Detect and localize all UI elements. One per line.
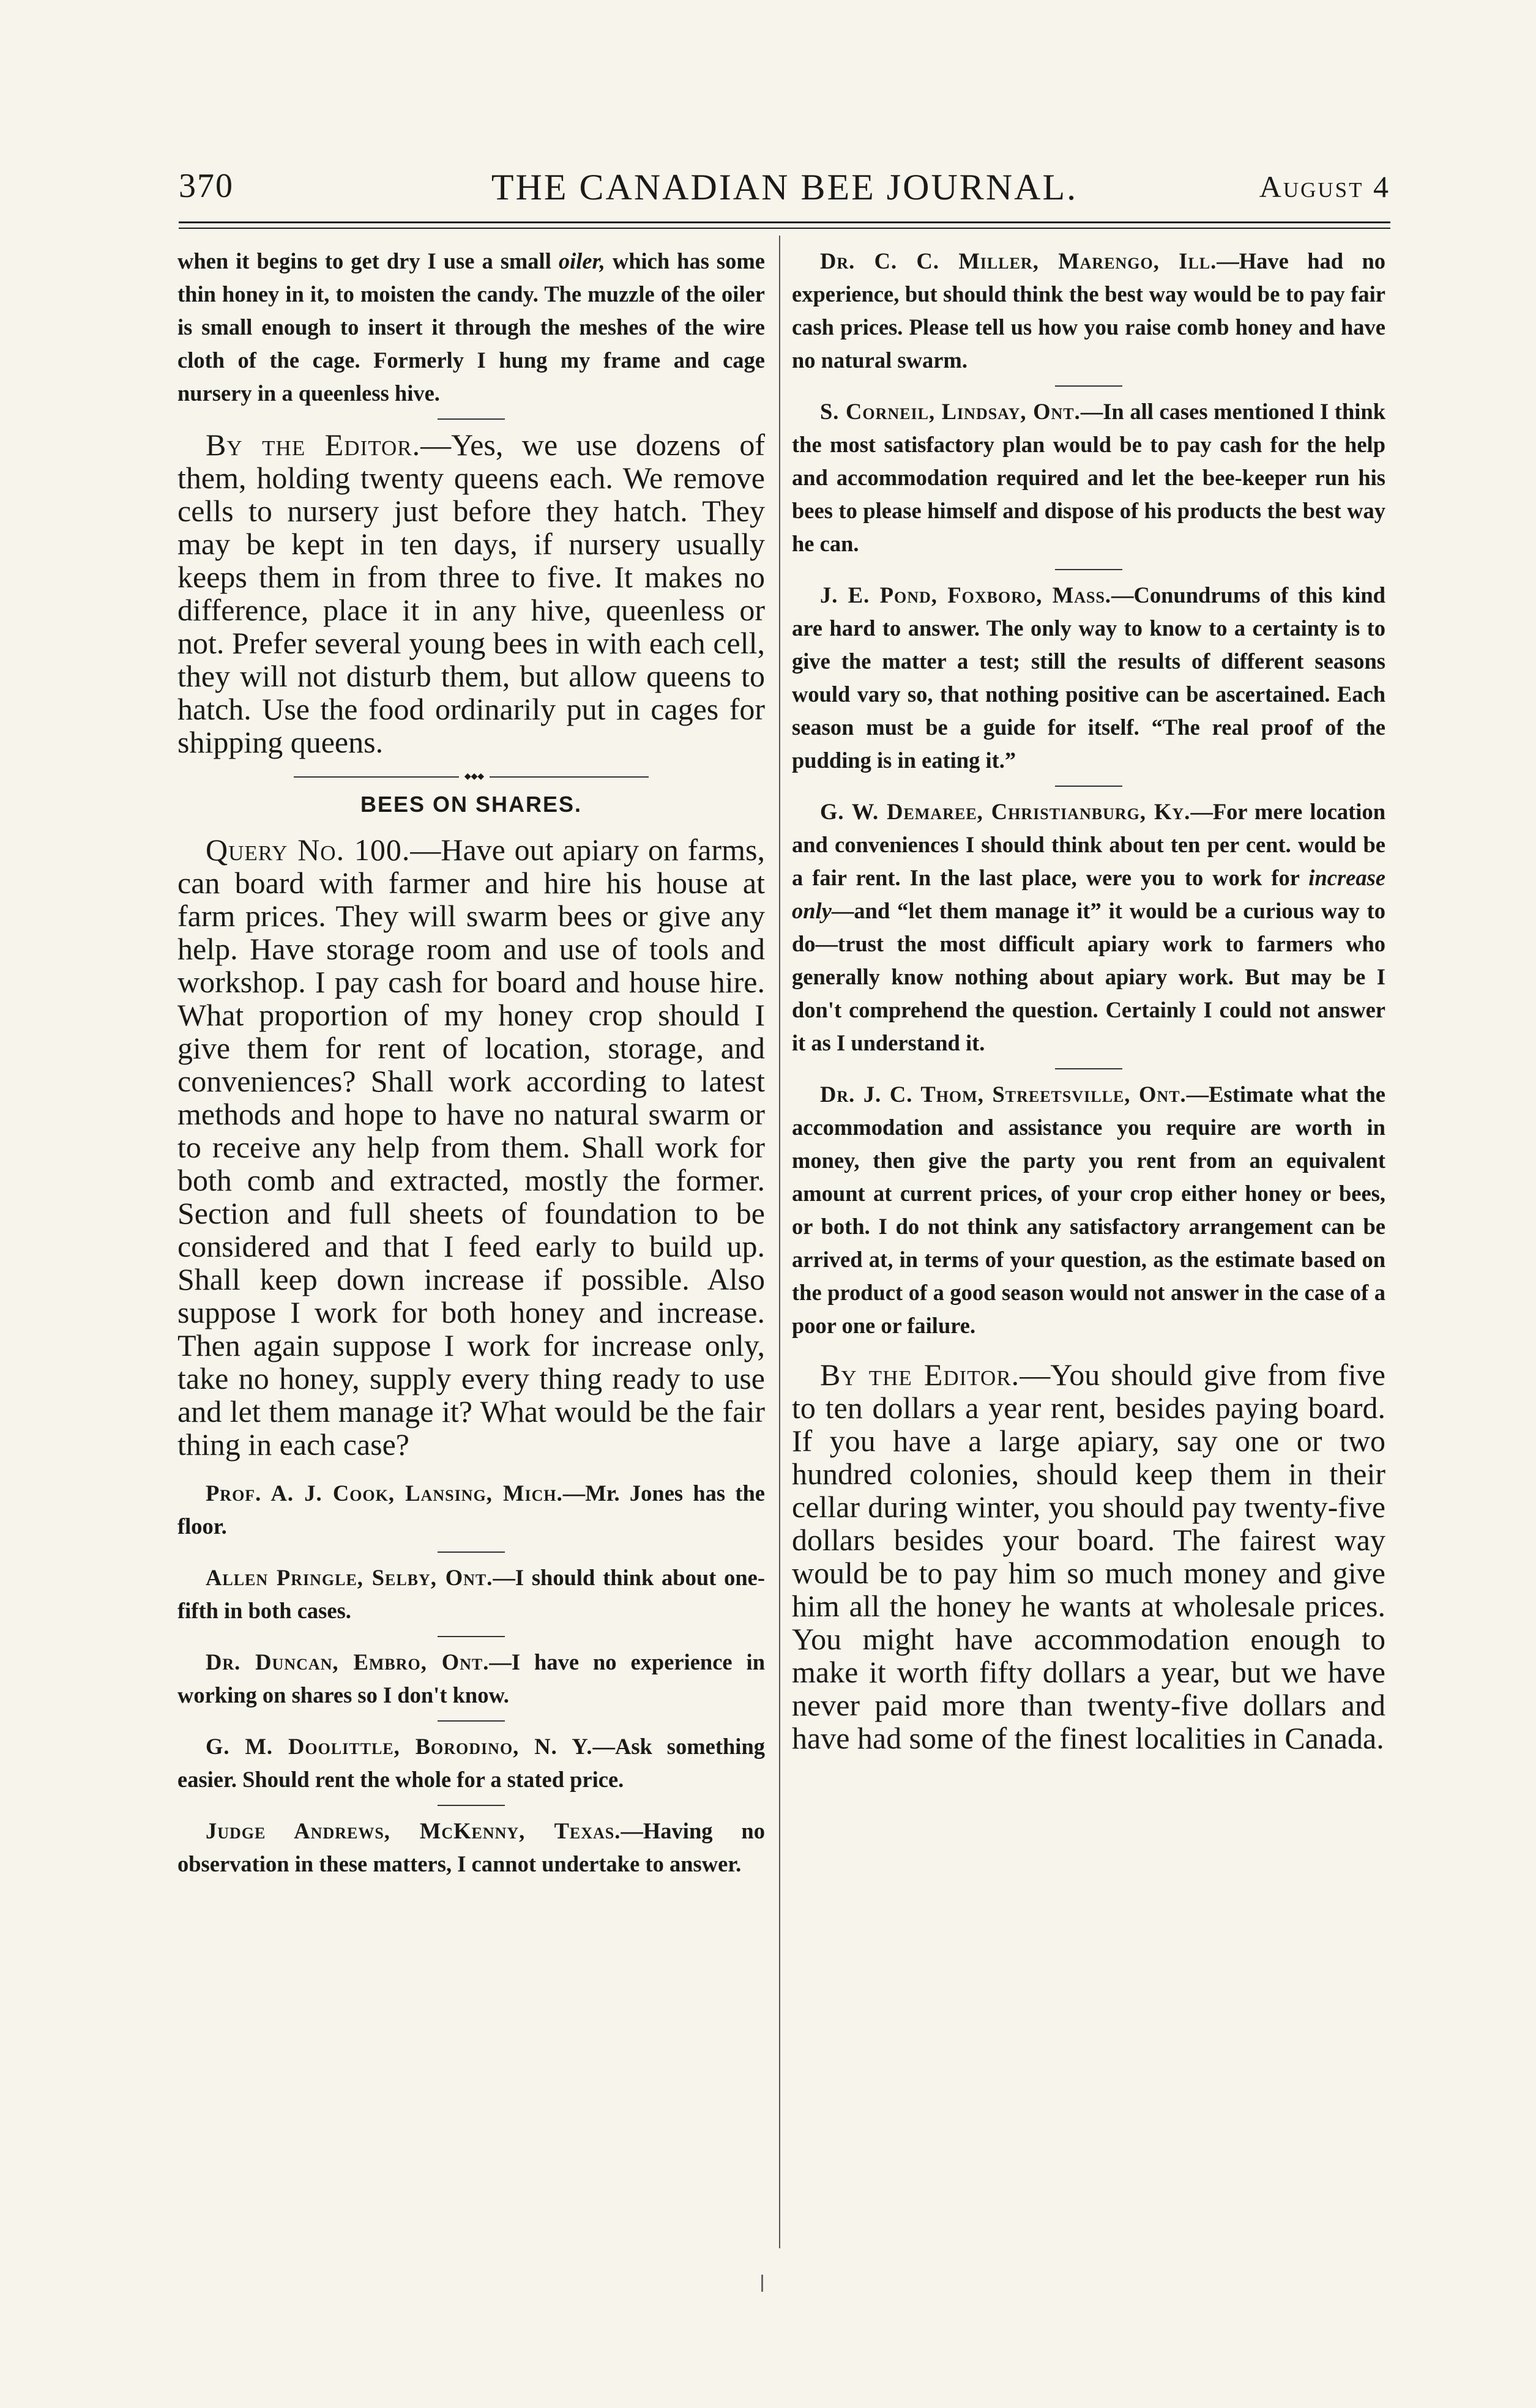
column-divider bbox=[779, 236, 780, 2248]
answer-duncan: Dr. Duncan, Embro, Ont.—I have no experience in working on shares so I don't know. bbox=[177, 1649, 765, 1708]
query-label: Query No. 100. bbox=[206, 833, 411, 867]
separator-dash bbox=[1055, 385, 1122, 387]
separator-dash bbox=[438, 1805, 505, 1806]
header-rule-thick bbox=[179, 221, 1390, 223]
answer-doolittle: G. M. Doolittle, Borodino, N. Y.—Ask something easier. Should rent the whole for a stated price. bbox=[177, 1734, 765, 1792]
answer-pond: J. E. Pond, Foxboro, Mass.—Conundrums of this kind are hard to answer. The only way to know to a certainty is to give the matter a test; still the results of different seasons would vary so, that nothing positive can be ascertained. Each season must be a guide for itself. “The real proof of the pudding is in eating it.” bbox=[792, 582, 1385, 773]
separator-dash bbox=[438, 1636, 505, 1637]
answer-pringle: Allen Pringle, Selby, Ont.—I should think about one-fifth in both cases. bbox=[177, 1565, 765, 1623]
answer-cook: Prof. A. J. Cook, Lansing, Mich.—Mr. Jones has the floor. bbox=[177, 1481, 765, 1539]
answer-demaree: G. W. Demaree, Christianburg, Ky.—For mere location and conveniences I should think about ten per cent. would be a fair rent. In the last place, were you to work for increase only—and “let them manage it” it would be a curious way to do—trust the most difficult apiary work to farmers who generally know nothing about apiary work. But may be I don't comprehend the question. Certainly I could not answer it as I understand it. bbox=[792, 799, 1386, 1055]
separator-dash bbox=[438, 1551, 505, 1553]
separator-dash bbox=[438, 1720, 505, 1722]
section-heading: BEES ON SHARES. bbox=[360, 792, 583, 817]
editor-reply-2: By the Editor.—You should give from five to ten dollars a year rent, besides paying board. If you have a large apiary, say one or two hundred colonies, should keep them in their cellar during winter, you should pay twenty-five dollars besides your board. The fairest way would be to pay him so much money and give him all the honey he wants at wholesale prices. You might have accommodation enough to make it worth fifty dollars a year, but we have never paid more than twenty-five dollars and have had some of the finest localities in Canada. bbox=[792, 1358, 1385, 1755]
separator-dash bbox=[1055, 786, 1122, 787]
page-number: 370 bbox=[179, 167, 234, 205]
separator-dash bbox=[1055, 569, 1122, 570]
left-column bbox=[177, 245, 765, 1881]
intro-paragraph: when it begins to get dry I use a small oiler, which has some thin honey in it, to moisten the candy. The muzzle of the oiler is small enough to insert it through the meshes of the wire cloth of the cage. Formerly I hung my frame and cage nursery in a queenless hive. bbox=[177, 248, 765, 406]
separator-dash bbox=[438, 418, 505, 420]
column-end-mark bbox=[761, 2275, 763, 2292]
header-rule-thin bbox=[179, 228, 1390, 229]
journal-title: THE CANADIAN BEE JOURNAL. bbox=[491, 167, 1078, 207]
editor-label: By the Editor. bbox=[206, 428, 421, 462]
editor-label: By the Editor. bbox=[820, 1358, 1020, 1392]
answer-andrews: Judge Andrews, McKenny, Texas.—Having no observation in these matters, I cannot undertake to answer. bbox=[177, 1818, 765, 1876]
query-paragraph: Query No. 100.—Have out apiary on farms, can board with farmer and hire his house at farm prices. They will swarm bees or give any help. Have storage room and use of tools and workshop. I pay cash for board and house hire. What proportion of my honey crop should I give them for rent of location, storage, and conveniences? Shall work according to latest methods and hope to have no natural swarm or to receive any help from them. Shall work for both comb and extracted, mostly the former. Section and full sheets of foundation to be considered and that I feed early to build up. Shall keep down increase if possible. Also suppose I work for both honey and increase. Then again suppose I work for increase only, take no honey, supply every thing ready to use and let them manage it? What would be the fair thing in each case? bbox=[177, 833, 765, 1462]
answer-miller: Dr. C. C. Miller, Marengo, Ill.—Have had no experience, but should think the best way would be to pay fair cash prices. Please tell us how you raise comb honey and have no natural swarm. bbox=[792, 248, 1385, 373]
answer-thom: Dr. J. C. Thom, Streetsville, Ont.—Estimate what the accommodation and assistance you require are worth in money, then give the party you rent from an equivalent amount at current prices, of your crop either honey or bees, or both. I do not think any satisfactory arrangement can be arrived at, in terms of your question, as the estimate based on the product of a good season would not answer in the case of a poor one or failure. bbox=[792, 1082, 1386, 1338]
separator-dash bbox=[1055, 1068, 1122, 1069]
ornamental-rule: ◆◆◆ bbox=[294, 773, 649, 781]
editor-reply-1: By the Editor.—Yes, we use dozens of them, holding twenty queens each. We remove cells to nursery just before they hatch. They may be kept in ten days, if nursery usually keeps them in from three to five. It makes no difference, place it in any hive, queenless or not. Prefer several young bees in with each cell, they will not disturb them, but allow queens to hatch. Use the food ordinarily put in cages for shipping queens. bbox=[177, 428, 765, 759]
issue-date: August 4 bbox=[1259, 169, 1390, 204]
answer-corneil: S. Corneil, Lindsay, Ont.—In all cases mentioned I think the most satisfactory plan would be to pay cash for the help and accommodation required and let the bee-keeper run his bees to please himself and dispose of his products the best way he can. bbox=[792, 399, 1385, 556]
page-header bbox=[179, 166, 1390, 215]
right-column bbox=[792, 245, 1385, 1755]
